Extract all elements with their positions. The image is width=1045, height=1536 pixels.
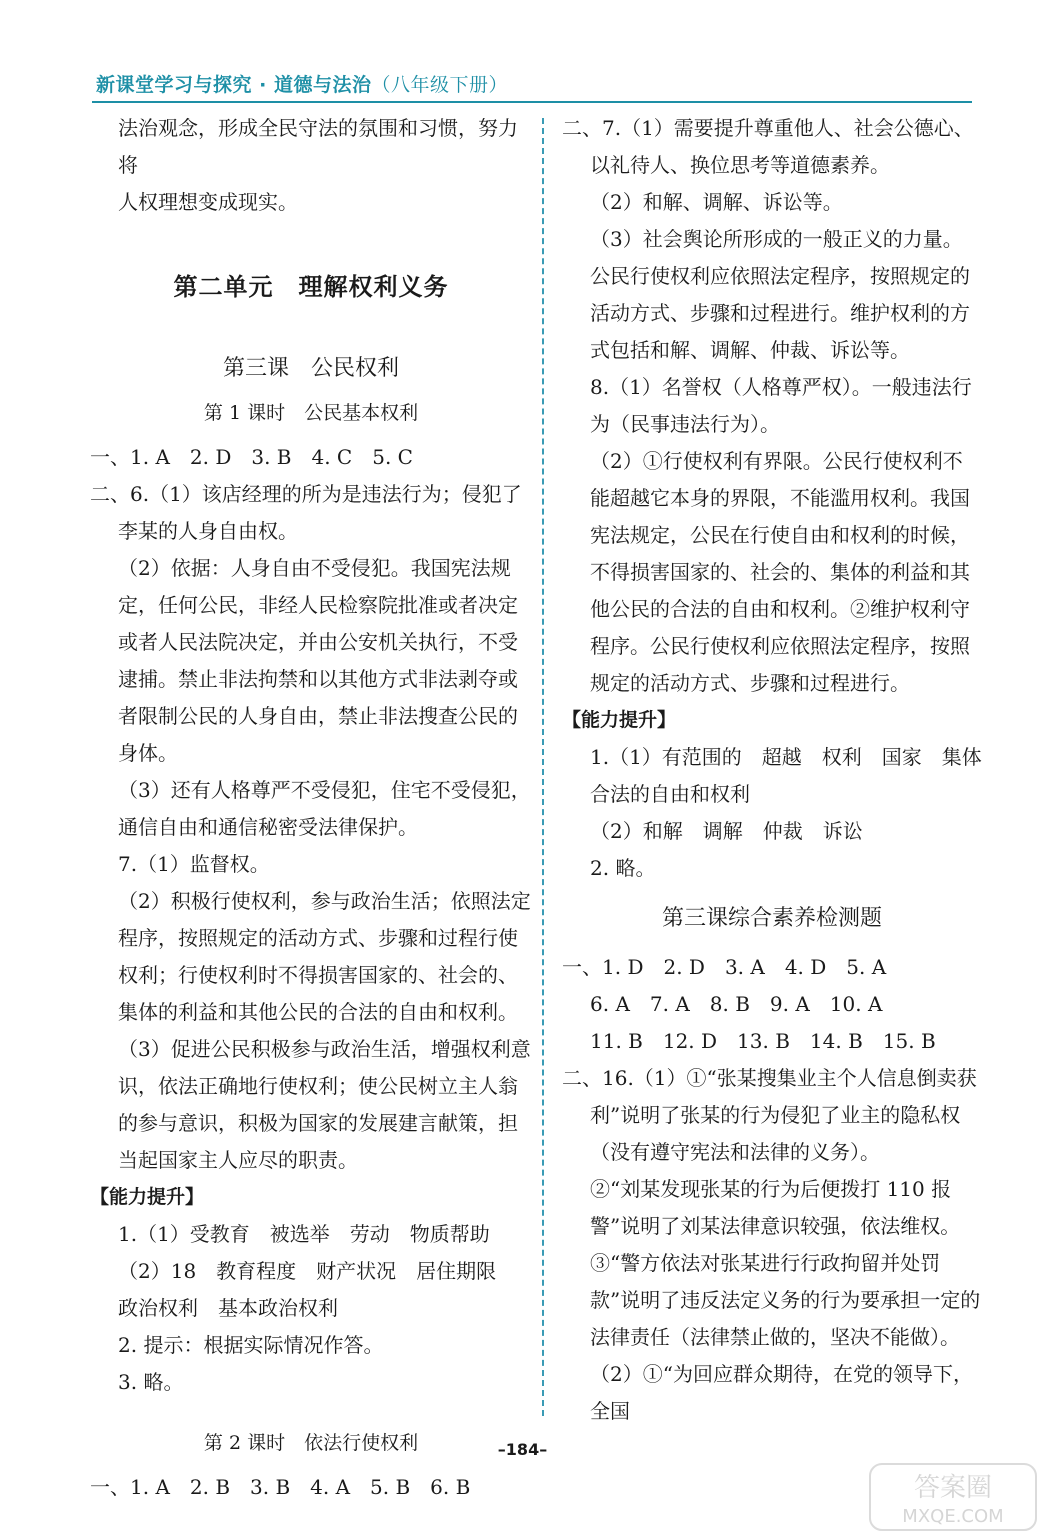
test-q16-part1: 二、16.（1）①“张某搜集业主个人信息倒卖获利”说明了张某的行为侵犯了业主的隐私权（没有遵守宪法和法律的义务）。 <box>562 1066 977 1164</box>
test-answers-row2: 6. A 7. A 8. B 9. A 10. A <box>590 992 883 1016</box>
svg-text:MXQE.COM: MXQE.COM <box>902 1506 1004 1527</box>
running-header <box>96 70 508 97</box>
unit-title: 第二单元 理解权利义务 <box>173 272 449 301</box>
watermark-logo <box>868 1462 1038 1532</box>
intro-line-1: 法治观念，形成全民守法的氛围和习惯，努力将 <box>118 116 518 177</box>
right-ability-1b: （2）和解 调解 仲裁 诉讼 <box>590 819 863 843</box>
left-ability-2: 2. 提示：根据实际情况作答。 <box>118 1333 384 1357</box>
right-ability-2: 2. 略。 <box>590 856 656 880</box>
left-ability-1b: （2）18 教育程度 财产状况 居住期限 政治权利 基本政治权利 <box>118 1259 517 1320</box>
r-q7-part2: （2）和解、调解、诉讼等。 <box>590 190 843 214</box>
book-title: 新课堂学习与探究 · 道德与法治 <box>96 74 372 96</box>
r-q7-part4: 公民行使权利应依照法定程序，按照规定的活动方式、步骤和过程进行。维护权利的方式包括和解、调解、仲裁、诉讼等。 <box>590 264 970 362</box>
test-answers-row1: 一、1. D 2. D 3. A 4. D 5. A <box>562 955 887 979</box>
svg-text:答案圈: 答案圈 <box>913 1473 993 1503</box>
ability-label-right: 【能力提升】 <box>562 709 677 731</box>
r-q7-part3: （3）社会舆论所形成的一般正义的力量。 <box>590 227 963 251</box>
s1-q7-part3: （3）促进公民积极参与政治生活，增强权利意识，依法正确地行使权利；使公民树立主人翁的参与意识，积极为国家的发展建言献策，担当起国家主人应尽的职责。 <box>118 1037 531 1172</box>
s1-q6-part1: 二、6.（1）该店经理的所为是违法行为；侵犯了李某的人身自由权。 <box>90 482 522 543</box>
r-q8-part2: （2）①行使权利有界限。公民行使权利不能超越它本身的界限，不能滥用权利。我国宪法规定，公民在行使自由和权利的时候，不得损害国家的、社会的、集体的利益和其他公民的合法的自由和权利。②维护权利守程序。公民行使权利应依照法定程序，按照规定的活动方式、步骤和过程进行。 <box>590 449 970 695</box>
session-2-title: 第 2 课时 依法行使权利 <box>203 1432 419 1454</box>
left-ability-3: 3. 略。 <box>118 1370 184 1394</box>
book-volume: （八年级下册） <box>371 74 508 96</box>
intro-line-2: 人权理想变成现实。 <box>118 190 298 214</box>
header-rule <box>92 101 972 103</box>
column-divider <box>542 118 544 1416</box>
left-ability-1a: 1.（1）受教育 被选举 劳动 物质帮助 <box>118 1222 490 1246</box>
s1-q6-part3: （3）还有人格尊严不受侵犯，住宅不受侵犯，通信自由和通信秘密受法律保护。 <box>118 778 531 839</box>
ability-label-left: 【能力提升】 <box>90 1186 205 1208</box>
page-number: –184– <box>497 1440 548 1459</box>
r-q8-part1: 8.（1）名誉权（人格尊严权）。一般违法行为（民事违法行为）。 <box>590 375 972 436</box>
s2-choice-answers: 一、1. A 2. B 3. B 4. A 5. B 6. B <box>90 1475 471 1499</box>
left-column <box>90 110 532 1506</box>
r-q7-part1: 二、7.（1）需要提升尊重他人、社会公德心、以礼待人、换位思考等道德素养。 <box>562 116 974 177</box>
s1-q6-part2: （2）依据：人身自由不受侵犯。我国宪法规定，任何公民，非经人民检察院批准或者决定或者人民法院决定，并由公安机关执行，不受逮捕。禁止非法拘禁和以其他方式非法剥夺或者限制公民的人身自由，禁止非法搜查公民的身体。 <box>118 556 518 765</box>
s1-q7-part1: 7.（1）监督权。 <box>118 852 270 876</box>
lesson-title: 第三课 公民权利 <box>222 356 399 381</box>
test-q16-part4: （2）①“为回应群众期待，在党的领导下，全国 <box>590 1362 973 1423</box>
test-title: 第三课综合素养检测题 <box>661 906 882 931</box>
right-ability-1a: 1.（1）有范围的 超越 权利 国家 集体 <box>590 745 982 769</box>
session-1-title: 第 1 课时 公民基本权利 <box>203 402 419 424</box>
right-ability-1a-cont: 合法的自由和权利 <box>590 782 750 806</box>
right-column <box>562 110 982 1430</box>
s1-choice-answers: 一、1. A 2. D 3. B 4. C 5. C <box>90 445 413 469</box>
s1-q7-part2: （2）积极行使权利，参与政治生活；依照法定程序，按照规定的活动方式、步骤和过程行使权利；行使权利时不得损害国家的、社会的、集体的利益和其他公民的合法的自由和权利。 <box>118 889 531 1024</box>
test-q16-part2: ②“刘某发现张某的行为后便拨打 110 报警”说明了刘某法律意识较强，依法维权。 <box>590 1177 961 1238</box>
test-q16-part3: ③“警方依法对张某进行行政拘留并处罚款”说明了违反法定义务的行为要承担一定的法律责任（法律禁止做的，坚决不能做）。 <box>590 1251 981 1349</box>
test-answers-row3: 11. B 12. D 13. B 14. B 15. B <box>590 1029 936 1053</box>
